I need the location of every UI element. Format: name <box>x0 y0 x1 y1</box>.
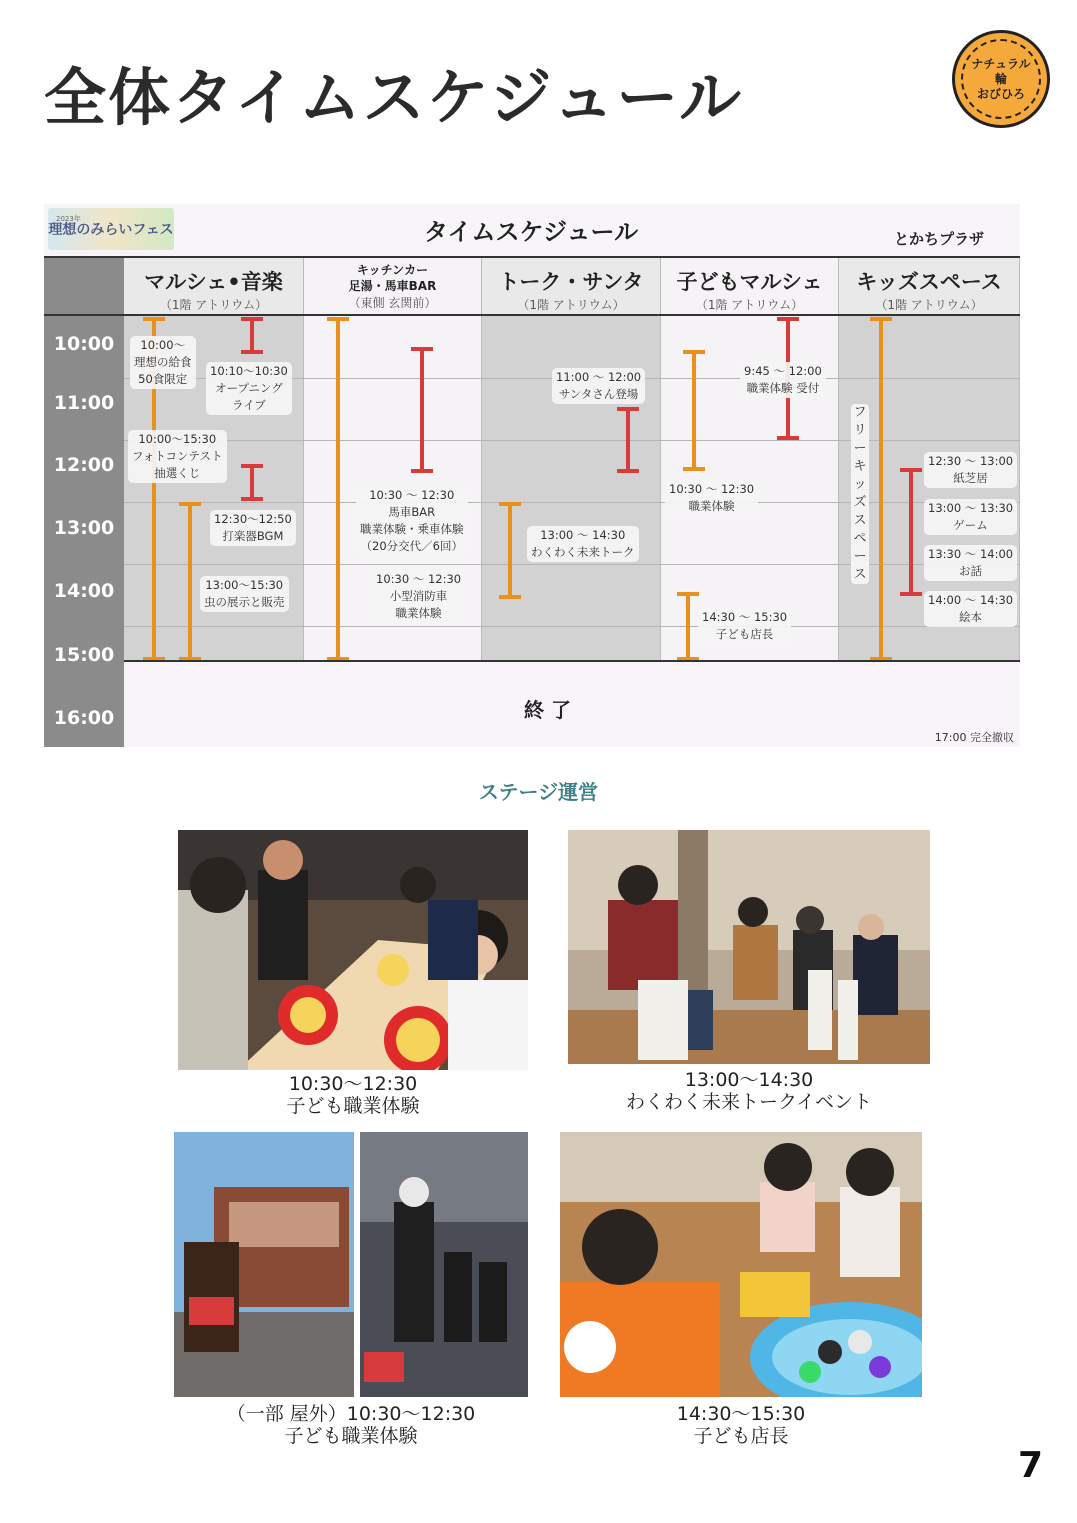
event-label: 10:00～ 理想の給食 50食限定 <box>130 336 196 389</box>
event-label: 14:30 ～ 15:30 子ども店長 <box>698 608 791 644</box>
time-label: 13:00 <box>53 517 115 539</box>
time-label: 12:00 <box>53 454 115 476</box>
timeline-bar <box>879 319 883 659</box>
time-label: 14:00 <box>53 580 115 602</box>
grid-line <box>124 626 1020 627</box>
photo-job-experience <box>178 830 528 1070</box>
schedule-title: タイムスケジュール <box>424 218 639 246</box>
event-label: 11:00 ～ 12:00 サンタさん登場 <box>552 368 645 404</box>
timeline-bar <box>420 349 424 471</box>
time-label: 11:00 <box>53 392 115 414</box>
grid-line <box>124 564 1020 565</box>
column-header-talk <box>482 258 661 314</box>
timeline-bar <box>250 466 254 499</box>
page-number: 7 <box>1017 1445 1043 1486</box>
photo-caption: （一部 屋外）10:30～12:30 子ども職業体験 <box>226 1403 476 1447</box>
logo-line-3: おびひろ <box>976 86 1025 101</box>
column-header-kitchen <box>304 258 482 314</box>
column-location: （1階 アトリウム） <box>517 298 625 312</box>
photo-caption: 13:00～14:30 わくわく未来トークイベント <box>625 1069 873 1113</box>
photo-kids-shop <box>560 1132 922 1397</box>
event-label-vertical: フリーキッズスペース <box>851 404 869 584</box>
column-header-marche <box>124 258 304 314</box>
photo-caption: 10:30～12:30 子ども職業体験 <box>286 1073 420 1117</box>
event-label: 13:30 ～ 14:00 お話 <box>924 545 1017 581</box>
event-label: 9:45 ～ 12:00 職業体験 受付 <box>740 362 826 398</box>
time-column <box>44 256 124 747</box>
logo-line-1: ナチュラル <box>971 56 1031 71</box>
grid-line <box>124 502 1020 503</box>
timeline-bar <box>909 470 913 594</box>
event-label: 10:10～10:30 オープニング ライブ <box>206 362 292 415</box>
column-header-kids-space <box>839 258 1020 314</box>
event-label: 10:30 ～ 12:30 職業体験 <box>665 480 758 516</box>
timeline-bar <box>188 504 192 659</box>
end-note: 17:00 完全撤収 <box>934 731 1014 744</box>
time-label: 16:00 <box>53 707 115 729</box>
schedule-header <box>44 204 1020 256</box>
brand-logo <box>952 30 1050 128</box>
event-label: 13:00 ～ 14:30 わくわく未来トーク <box>527 526 639 562</box>
event-label: 12:30 ～ 13:00 紙芝居 <box>924 452 1017 488</box>
time-schedule <box>44 204 1020 747</box>
time-label: 10:00 <box>53 333 115 355</box>
end-area <box>124 662 1020 747</box>
timeline-bar <box>508 504 512 597</box>
photo-caption: 14:30～15:30 子ども店長 <box>676 1403 806 1447</box>
event-label: 12:30～12:50 打楽器BGM <box>210 510 296 546</box>
grid-line <box>124 440 1020 441</box>
column-location: （1階 アトリウム） <box>875 298 983 312</box>
column-location: （東側 玄関前） <box>348 296 437 310</box>
timeline-bar <box>336 319 340 659</box>
event-label: 10:30 ～ 12:30 馬車BAR 職業体験・乗車体験 （20分交代／6回） <box>356 486 468 556</box>
column-location: （1階 アトリウム） <box>695 298 804 312</box>
column-header-kids-marche <box>661 258 839 314</box>
festival-logo-text: 理想のみらいフェス <box>48 222 174 238</box>
end-label: 終 了 <box>524 698 571 722</box>
time-label: 15:00 <box>53 644 115 666</box>
photo-talk-event <box>568 830 930 1064</box>
event-label: 10:30 ～ 12:30 小型消防車 職業体験 <box>372 570 465 623</box>
column-name: 子どもマルシェ <box>676 270 823 294</box>
column-name: マルシェ•音楽 <box>144 270 283 294</box>
festival-logo-year: 2023年 <box>56 215 81 223</box>
section-title: ステージ運営 <box>478 780 599 804</box>
timeline-bar <box>686 594 690 659</box>
event-label: 14:00 ～ 14:30 絵本 <box>924 591 1017 627</box>
timeline-bar <box>626 409 630 471</box>
photo-outdoor-experience <box>174 1132 528 1397</box>
event-label: 13:00 ～ 13:30 ゲーム <box>924 499 1017 535</box>
column-name: トーク・サンタ <box>498 270 644 294</box>
event-label: 10:00～15:30 フォトコンテスト 抽選くじ <box>128 430 227 483</box>
column-name: キッズスペース <box>856 270 1002 294</box>
timeline-bar <box>250 319 254 352</box>
logo-line-2: 輪 <box>994 71 1007 86</box>
venue-name: とかちプラザ <box>894 230 985 248</box>
page-title: 全体タイムスケジュール <box>44 61 744 134</box>
timeline-bar <box>692 352 696 469</box>
column-location: （1階 アトリウム） <box>159 298 268 312</box>
festival-logo <box>48 208 174 250</box>
event-label: 13:00～15:30 虫の展示と販売 <box>200 576 289 612</box>
column-name: キッチンカー 足湯・馬車BAR <box>348 263 437 293</box>
